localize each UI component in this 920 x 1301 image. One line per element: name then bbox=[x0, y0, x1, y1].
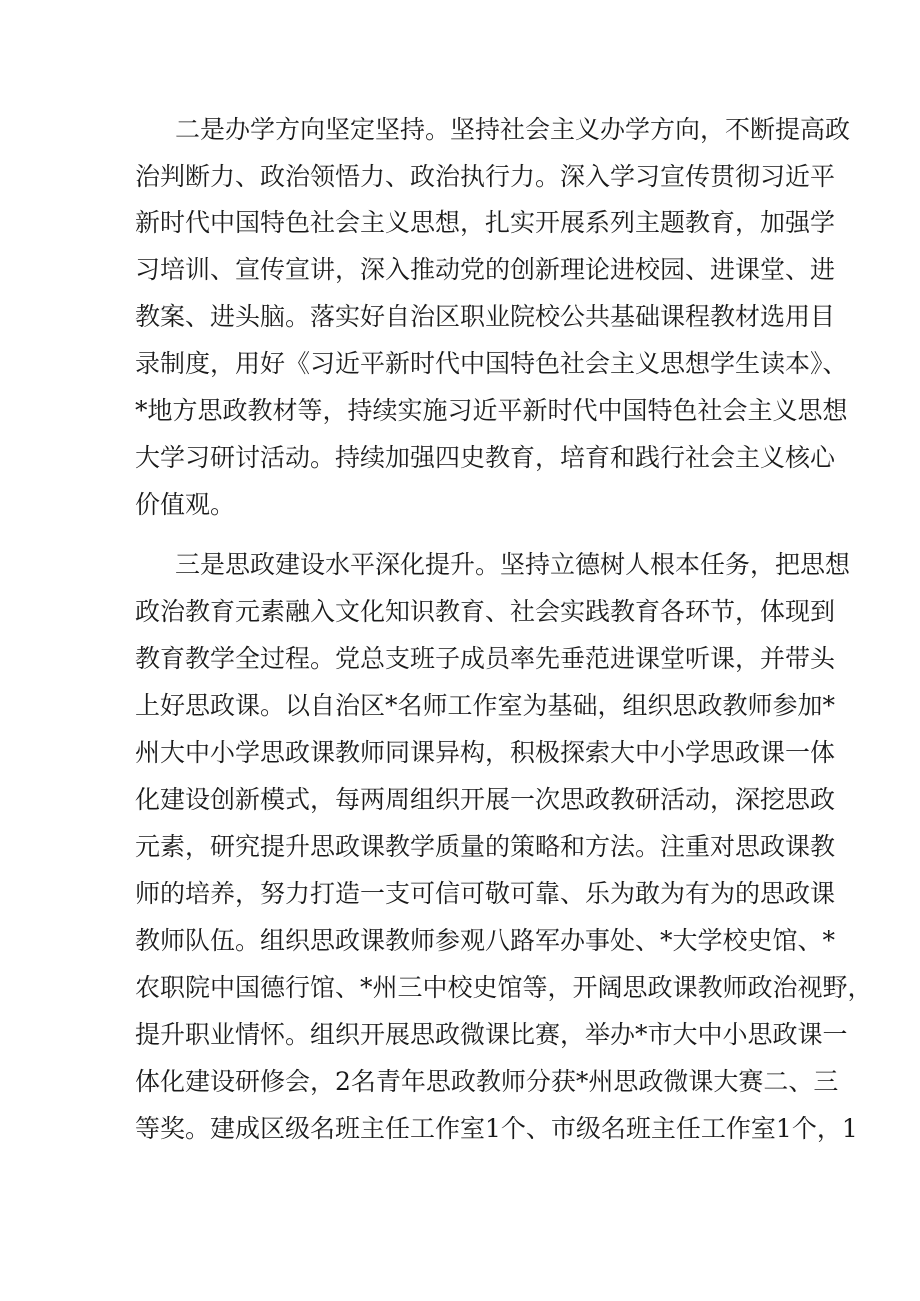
paragraph-1-line-8: 大学习研讨活动。持续加强四史教育，培育和践行社会主义核心 bbox=[135, 443, 836, 472]
paragraph-2-line-1: 三是思政建设水平深化提升。坚持立德树人根本任务，把思想 bbox=[175, 550, 851, 579]
paragraph-2-line-9: 教师队伍。组织思政课教师参观八路军办事处、*大学校史馆、* bbox=[135, 926, 836, 955]
paragraph-2-line-3: 教育教学全过程。党总支班子成员率先垂范进课堂听课，并带头 bbox=[135, 644, 836, 673]
paragraph-1-line-4: 习培训、宣传宣讲，深入推动党的创新理论进校园、进课堂、进 bbox=[135, 255, 836, 284]
paragraph-2-line-7: 元素，研究提升思政课教学质量的策略和方法。注重对思政课教 bbox=[135, 832, 836, 861]
paragraph-1-line-1: 二是办学方向坚定坚持。坚持社会主义办学方向，不断提高政 bbox=[175, 115, 851, 144]
paragraph-1-line-9: 价值观。 bbox=[135, 490, 236, 519]
paragraph-2-line-10: 农职院中国德行馆、*州三中校史馆等，开阔思政课教师政治视野， bbox=[135, 973, 873, 1002]
paragraph-1-line-3: 新时代中国特色社会主义思想，扎实开展系列主题教育，加强学 bbox=[135, 208, 836, 237]
paragraph-1-line-6: 录制度，用好《习近平新时代中国特色社会主义思想学生读本》、 bbox=[135, 349, 848, 378]
paragraph-2-line-11: 提升职业情怀。组织开展思政微课比赛，举办*市大中小思政课一 bbox=[135, 1020, 848, 1049]
paragraph-2-line-6: 化建设创新模式，每两周组织开展一次思政教研活动，深挖思政 bbox=[135, 785, 836, 814]
paragraph-1-line-2: 治判断力、政治领悟力、政治执行力。深入学习宣传贯彻习近平 bbox=[135, 162, 836, 191]
paragraph-1-line-7: *地方思政教材等，持续实施习近平新时代中国特色社会主义思想 bbox=[135, 396, 848, 425]
paragraph-2-line-2: 政治教育元素融入文化知识教育、社会实践教育各环节，体现到 bbox=[135, 597, 836, 626]
paragraph-2-line-13: 等奖。建成区级名班主任工作室1个、市级名班主任工作室1个，1 bbox=[135, 1114, 858, 1143]
paragraph-2-line-4: 上好思政课。以自治区*名师工作室为基础，组织思政教师参加* bbox=[135, 691, 836, 720]
paragraph-2-line-5: 州大中小学思政课教师同课异构，积极探索大中小学思政课一体 bbox=[135, 738, 836, 767]
paragraph-2-line-8: 师的培养，努力打造一支可信可敬可靠、乐为敢为有为的思政课 bbox=[135, 879, 836, 908]
paragraph-2-line-12: 体化建设研修会，2名青年思政教师分获*州思政微课大赛二、三 bbox=[135, 1067, 839, 1096]
paragraph-1-line-5: 教案、进头脑。落实好自治区职业院校公共基础课程教材选用目 bbox=[135, 302, 836, 331]
